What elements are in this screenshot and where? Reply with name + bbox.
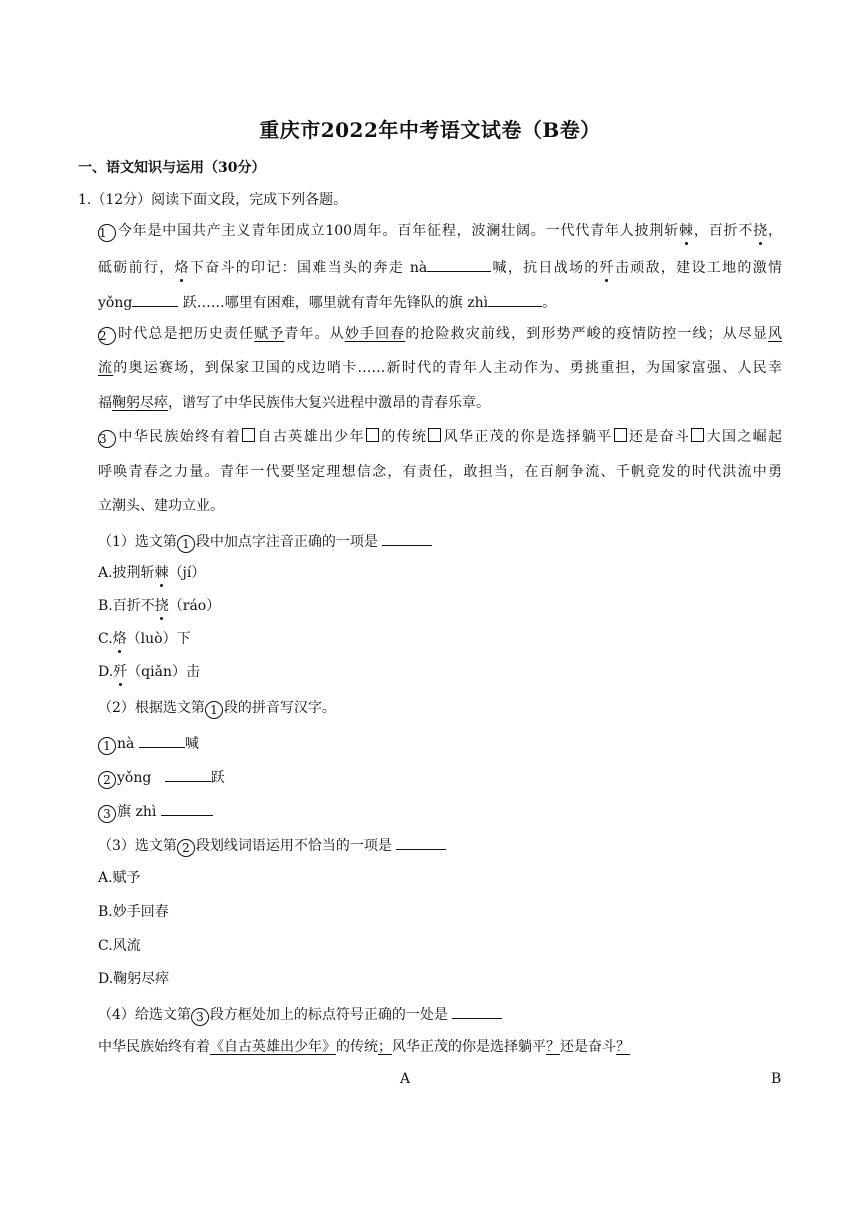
- text: （jí）: [168, 565, 206, 581]
- dotted-char: 歼: [599, 260, 614, 276]
- text: 跃……哪里有困难，哪里就有青年先锋队的旗 zhì: [178, 295, 489, 311]
- punctuation-box: [614, 428, 627, 442]
- option-a: [98, 563, 205, 583]
- circled-number: 3: [98, 805, 116, 823]
- paragraph-2-line-3: [98, 393, 490, 413]
- circled-number: 2: [177, 839, 195, 857]
- answer-blank: [396, 834, 446, 850]
- text: 的抢险救灾前线，到形势严峻的疫情防控一线；从尽显: [405, 326, 769, 342]
- pinyin-item-1: [98, 732, 199, 755]
- paragraph-1-line-2: [98, 256, 782, 278]
- dotted-char: 棘: [154, 565, 169, 581]
- text: 跃: [210, 770, 225, 786]
- text: 段划线词语运用不恰当的一项是: [195, 838, 392, 854]
- punctuation-box: [691, 428, 704, 442]
- text: 的奥运赛场，到保家卫国的戍边哨卡……新时代的青年人主动作为、勇挑重担，为国家富强、人民幸: [113, 360, 783, 376]
- paragraph-1-line-1: [98, 221, 782, 242]
- option-b: [98, 596, 220, 616]
- text: 喊: [184, 736, 199, 752]
- dotted-char: 挠: [753, 223, 768, 239]
- text: （qiǎn）击: [127, 664, 200, 680]
- answer-blank: [382, 530, 432, 546]
- option-label-a: A: [400, 1071, 411, 1087]
- answer-blank: [161, 800, 213, 816]
- section-heading: 一、语文知识与运用（30分）: [78, 160, 266, 176]
- paragraph-2-line-1: [98, 324, 782, 345]
- circled-number: 1: [177, 535, 195, 553]
- text: 喊，抗日战场的: [491, 260, 600, 276]
- text: 福: [98, 395, 112, 411]
- dotted-char: 歼: [113, 664, 128, 680]
- question-1-heading: 1.（12分）阅读下面文段，完成下列各题。: [78, 192, 348, 208]
- text: 的传统: [379, 429, 428, 445]
- pinyin-item-3: [98, 800, 213, 823]
- underlined-word: 赋予: [254, 326, 285, 342]
- text: 还是奋斗: [627, 429, 691, 445]
- option-d: [98, 662, 200, 682]
- page-title: 重庆市2022年中考语文试卷（B卷）: [259, 118, 601, 142]
- circled-number: 1: [98, 224, 116, 242]
- paragraph-1-line-3: [98, 291, 556, 313]
- paragraph-3-line-3: 立潮头、建功立业。: [98, 498, 224, 514]
- circled-number: 2: [98, 327, 116, 345]
- pinyin-item-2: [98, 766, 225, 789]
- punctuation-box: [428, 428, 441, 442]
- text: 风华正茂的你是选择躺平: [392, 1039, 546, 1055]
- text: 中华民族始终有着: [117, 429, 242, 445]
- text: 下奋斗的印记：国难当头的奔走 nà: [188, 260, 428, 276]
- text: nà: [117, 736, 135, 752]
- punctuation-box: [242, 428, 255, 442]
- answer-blank: [139, 732, 185, 748]
- subquestion-4: [98, 1003, 502, 1026]
- text: 自古英雄出少年: [256, 429, 365, 445]
- text: （luò）下: [126, 631, 191, 647]
- underlined-word: 流: [98, 360, 114, 376]
- text: yǒng: [98, 295, 133, 311]
- dotted-char: 烙: [174, 260, 189, 276]
- option-label-b: B: [771, 1071, 782, 1087]
- text: 砥砺前行，: [98, 260, 175, 276]
- text: B.百折不: [98, 598, 155, 614]
- option-b: B.妙手回春: [98, 904, 169, 920]
- text: 。: [542, 295, 557, 311]
- option-c: C.风流: [98, 938, 141, 954]
- text: 段中加点字注音正确的一项是: [195, 534, 378, 550]
- circled-number: 2: [98, 771, 116, 789]
- dotted-char: 棘: [679, 223, 694, 239]
- text: A.披荆斩: [98, 565, 155, 581]
- underlined-option-b: ；: [378, 1039, 392, 1055]
- answer-blank: [488, 291, 542, 307]
- dotted-char: 挠: [154, 598, 169, 614]
- text: 段的拼音写汉字。: [223, 700, 336, 716]
- text: 的传统: [336, 1039, 378, 1055]
- paragraph-3-line-1: [98, 427, 782, 448]
- text: （1）选文第: [98, 534, 177, 550]
- circled-number: 3: [191, 1008, 209, 1026]
- option-c: [98, 629, 191, 649]
- text: C.: [98, 631, 113, 647]
- punctuation-box: [366, 428, 379, 442]
- circled-number: 3: [98, 430, 116, 448]
- paragraph-3-line-2: 呼唤青春之力量。青年一代要坚定理想信念，有责任，敢担当，在百舸争流、千帆竞发的时代洪流中勇: [98, 464, 782, 480]
- answer-blank: [165, 766, 211, 782]
- text: 还是奋斗: [560, 1039, 616, 1055]
- answer-blank: [132, 291, 178, 307]
- underlined-word: 风: [768, 326, 783, 342]
- text: （2）根据选文第: [98, 700, 205, 716]
- text: （3）选文第: [98, 838, 177, 854]
- text: 段方框处加上的标点符号正确的一处是: [209, 1007, 448, 1023]
- option-d: D.鞠躬尽瘁: [98, 971, 170, 987]
- text: 风华正茂的你是选择躺平: [442, 429, 613, 445]
- text: ，: [767, 223, 782, 239]
- text: ，谱写了中华民族伟大复兴进程中激昂的青春乐章。: [168, 395, 490, 411]
- text: yǒng: [117, 770, 152, 786]
- punctuated-sentence: [98, 1037, 630, 1057]
- subquestion-2: [98, 698, 336, 719]
- paragraph-2-line-2: [98, 358, 782, 378]
- text: 旗 zhì: [117, 804, 157, 820]
- subquestion-3: [98, 834, 446, 857]
- dotted-char: 烙: [112, 631, 127, 647]
- text: ，百折不: [693, 223, 754, 239]
- text: 青年。从: [284, 326, 345, 342]
- answer-blank: [452, 1003, 502, 1019]
- answer-blank: [427, 256, 491, 272]
- underlined-option-c: ？: [546, 1039, 560, 1055]
- text: 击顽敌，建设工地的激情: [613, 260, 783, 276]
- underlined-word: 妙手回春: [344, 326, 406, 342]
- underlined-option-a: 《自古英雄出少年》: [210, 1039, 336, 1055]
- text: （ráo）: [168, 598, 221, 614]
- text: 时代总是把历史责任: [117, 326, 255, 342]
- subquestion-1: [98, 530, 432, 553]
- text: D.: [98, 664, 114, 680]
- circled-number: 1: [98, 737, 116, 755]
- underlined-word: 鞠躬尽瘁: [112, 395, 168, 411]
- text: （4）给选文第: [98, 1007, 191, 1023]
- text: 中华民族始终有着: [98, 1039, 210, 1055]
- circled-number: 1: [205, 701, 223, 719]
- text: 大国之崛起: [705, 429, 783, 445]
- option-a: A.赋予: [98, 870, 141, 886]
- text: 今年是中国共产主义青年团成立100周年。百年征程，波澜壮阔。一代代青年人披荆斩: [117, 223, 680, 239]
- underlined-option-d: ？: [616, 1039, 630, 1055]
